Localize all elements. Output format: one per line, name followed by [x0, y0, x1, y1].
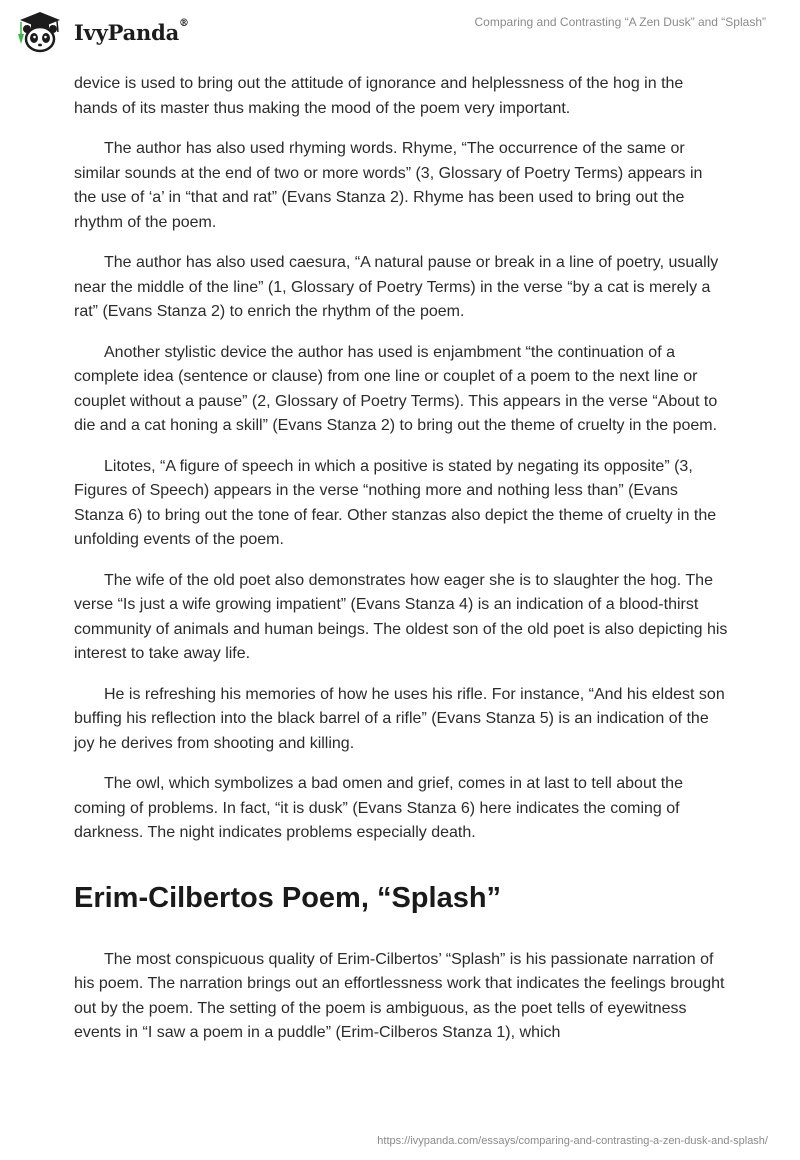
site-logo[interactable] [14, 10, 189, 54]
paragraph: The author has also used caesura, “A natural pause or break in a line of poetry, usually near the middle of the line” (1, Glossary of Poetry Terms) in the verse “by a cat is merely a rat” (Evans Stanza 2) to enrich the rhythm of the poem. [74, 254, 719, 320]
paragraph: He is refreshing his memories of how he uses his rifle. For instance, “And his eldest son buffing his reflection into the black barrel of a rifle” (Evans Stanza 5) is an indication of the joy he derives from shooting and killing. [74, 685, 725, 752]
page-header [0, 0, 800, 70]
paragraph: The author has also used rhyming words. Rhyme, “The occurrence of the same or similar sounds at the end of two or more words” (3, Glossary of Poetry Terms) appears in the use of ‘a’ in “that and rat” (Evans Stanza 2). Rhyme has been used to bring out the rhythm of the poem. [74, 140, 703, 231]
logo-text: IvyPanda® [74, 17, 189, 45]
essay-content [74, 72, 728, 1062]
paragraph: Litotes, “A figure of speech in which a positive is stated by negating its opposite” (3, Figures of Speech) appears in the verse “nothing more and nothing less than” (Evans Stanza 6) to bring out the tone of fear. Other stanzas also depict the theme of cruelty in the unfolding events of the poem. [74, 457, 717, 548]
paragraph: device is used to bring out the attitude of ignorance and helplessness of the hog in the hands of its master thus making the mood of the poem very important. [74, 75, 684, 117]
document-title: Comparing and Contrasting “A Zen Dusk” and “Splash” [474, 15, 766, 29]
section-heading: Erim-Cilbertos Poem, “Splash” [74, 881, 502, 914]
paragraph: The wife of the old poet also demonstrates how eager she is to slaughter the hog. The verse “Is just a wife growing impatient” (Evans Stanza 4) is an indication of a blood-thirst community of animals and human beings. The oldest son of the old poet is also depicting his interest to take away life. [74, 571, 728, 662]
panda-graduate-icon [14, 10, 66, 54]
paragraph: Another stylistic device the author has used is enjambment “the continuation of a complete idea (sentence or clause) from one line or couplet of a poem to the next line or couplet without a pause” (2, Glossary of Poetry Terms). This appears in the verse “About to die and a cat honing a skill” (Evans Stanza 2) to bring out the theme of cruelty in the poem. [74, 343, 718, 434]
paragraph: The owl, which symbolizes a bad omen and grief, comes in at last to tell about the coming of problems. In fact, “it is dusk” (Evans Stanza 6) here indicates the coming of darkness. The night indicates problems especially death. [74, 775, 683, 841]
source-url[interactable]: https://ivypanda.com/essays/comparing-and-contrasting-a-zen-dusk-and-splash/ [377, 1135, 768, 1147]
paragraph: The most conspicuous quality of Erim-Cilbertos’ “Splash” is his passionate narration of his poem. The narration brings out an effortlessness work that indicates the feelings brought out by the poem. The setting of the poem is ambiguous, as the poet tells of eyewitness events in “I saw a poem in a puddle” (Erim-Cilberos Stanza 1), which [74, 950, 725, 1041]
